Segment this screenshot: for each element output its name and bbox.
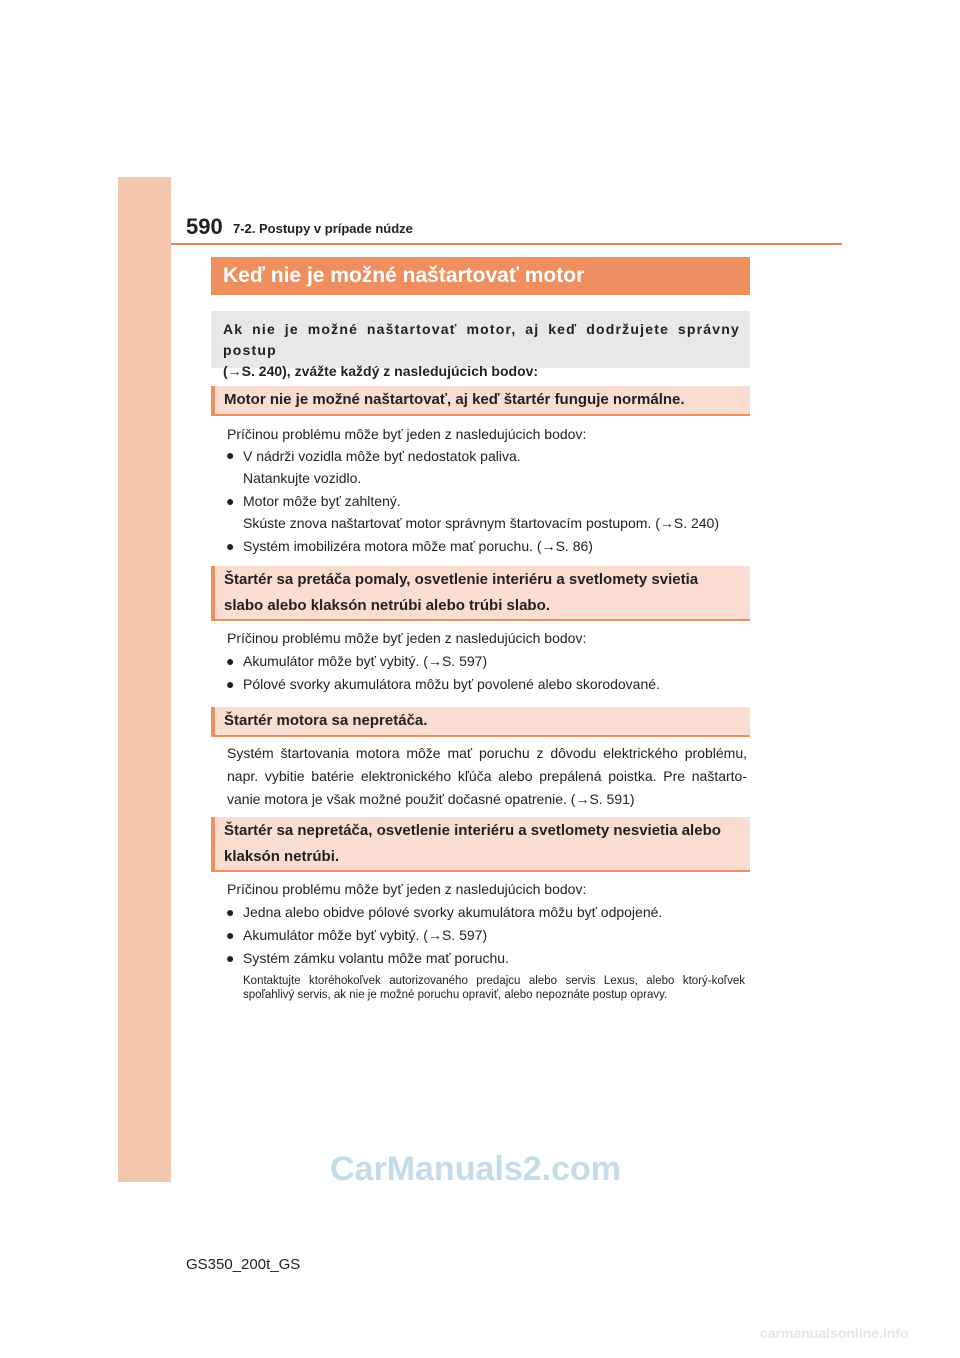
section-heading-3 [211,707,750,737]
section-3-paragraph [227,742,747,811]
section-1-lead: Príčinou problému môže byť jeden z nasledujúcich bodov: [227,426,587,442]
bullet-icon: ● [226,493,235,509]
section-heading-4 [211,817,750,872]
section-4-bullet-1: Jedna alebo obidve pólové svorky akumulátora môžu byť odpojené. [243,904,663,920]
section-2-bullet-1: Akumulátor môže byť vybitý. (→S. 597) [243,653,488,669]
section-heading-3-text: Štartér motora sa nepretáča. [224,712,428,729]
section-heading-2 [211,566,750,621]
header-divider [171,243,842,245]
bullet-icon: ● [226,653,235,669]
footer-model-code: GS350_200t_GS [186,1256,301,1273]
bullet-icon: ● [226,904,235,920]
side-tab [118,177,171,1182]
section-3-line-1: Systém štartovania motora môže mať poruchu z dôvodu elektrického problému, [227,745,747,761]
section-4-bullet-2: Akumulátor môže byť vybitý. (→S. 597) [243,927,488,943]
section-4-note: Kontaktujte ktoréhokoľvek autorizovaného predajcu alebo servis Lexus, alebo ktorý-koľvek spoľahlivý servis, ak nie je možné poruchu opraviť, alebo nepoznáte postup opravy. [243,975,745,1001]
watermark: CarManuals2.com [330,1150,621,1188]
section-1-bullet-3: Systém imobilizéra motora môže mať poruchu. (→S. 86) [243,538,593,554]
intro-line-2: (→S. 240), zvážte každý z nasledujúcich bodov: [223,363,539,379]
bullet-icon: ● [226,538,235,554]
section-heading-4-line-2: klaksón netrúbi. [224,847,340,865]
section-4-lead: Príčinou problému môže byť jeden z nasledujúcich bodov: [227,881,587,897]
bullet-icon: ● [226,447,235,463]
section-heading-1 [211,386,750,416]
watermark-footer: carmanualsonline.info [760,1325,909,1341]
section-2-bullet-2: Pólové svorky akumulátora môžu byť povolené alebo skorodované. [243,676,660,692]
bullet-icon: ● [226,950,235,966]
intro-box [211,311,750,379]
chapter-title: 7-2. Postupy v prípade núdze [233,221,413,236]
section-3-line-3: vanie motora je však možné použiť dočasné opatrenie. (→S. 591) [227,791,635,807]
section-4-bullet-3: Systém zámku volantu môže mať poruchu. [243,950,509,966]
section-2-lead: Príčinou problému môže byť jeden z nasledujúcich bodov: [227,630,587,646]
section-heading-4-line-1: Štartér sa nepretáča, osvetlenie interiéru a svetlomety nesvietia alebo [224,821,721,839]
section-heading-2-line-2: slabo alebo klaksón netrúbi alebo trúbi slabo. [224,596,550,614]
section-3-line-2: napr. vybitie batérie elektronického kľúča alebo prepálená poistka. Pre naštarto- [227,768,747,784]
page-title: Keď nie je možné naštartovať motor [211,257,750,295]
section-1-bullet-1-sub: Natankujte vozidlo. [243,470,362,486]
bullet-icon: ● [226,927,235,943]
section-1-bullet-2-sub: Skúste znova naštartovať motor správnym štartovacím postupom. (→S. 240) [243,515,719,531]
intro-line-1: Ak nie je možné naštartovať motor, aj keď dodržujete správny postup [223,321,740,358]
section-heading-2-line-1: Štartér sa pretáča pomaly, osvetlenie interiéru a svetlomety svietia [224,570,699,588]
bullet-icon: ● [226,676,235,692]
page-number: 590 [186,214,223,239]
section-heading-1-text: Motor nie je možné naštartovať, aj keď štartér funguje normálne. [224,391,685,408]
section-1-bullet-2: Motor môže byť zahltený. [243,493,401,509]
section-1-bullet-1: V nádrži vozidla môže byť nedostatok paliva. [243,448,521,464]
